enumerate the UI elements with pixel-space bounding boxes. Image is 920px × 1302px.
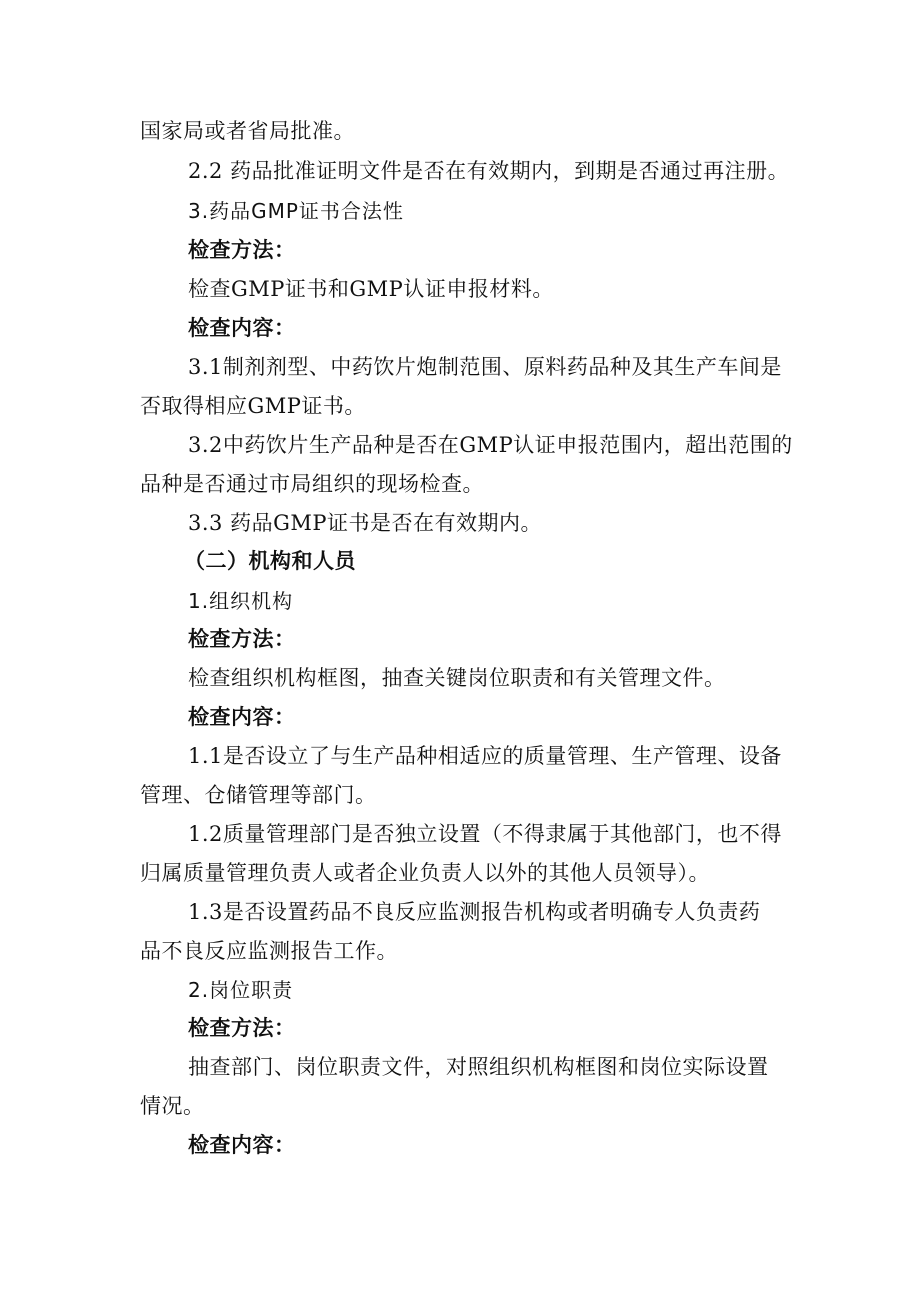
text-line: 3.1制剂剂型、中药饮片炮制范围、原料药品种及其生产车间是 (188, 355, 782, 379)
text-line: 3.2中药饮片生产品种是否在GMP认证申报范围内，超出范围的 (188, 433, 793, 457)
chapter-heading: （二）机构和人员 (184, 549, 356, 573)
subheading-method: 检查方法： (188, 238, 296, 262)
section-heading: 3.药品GMP证书合法性 (188, 199, 404, 223)
subheading-content: 检查内容： (188, 316, 296, 340)
text-line: 管理、仓储管理等部门。 (140, 783, 377, 807)
text-line: 品不良反应监测报告工作。 (140, 939, 398, 963)
subheading-method: 检查方法： (188, 1016, 296, 1040)
text-line: 抽查部门、岗位职责文件，对照组织机构框图和岗位实际设置 (188, 1055, 769, 1079)
text-line: 检查组织机构框图，抽查关键岗位职责和有关管理文件。 (188, 666, 726, 690)
text-line: 国家局或者省局批准。 (140, 119, 355, 143)
section-heading: 2.岗位职责 (188, 978, 294, 1002)
section-heading: 1.组织机构 (188, 589, 294, 613)
text-line: 归属质量管理负责人或者企业负责人以外的其他人员领导）。 (140, 861, 710, 885)
subheading-content: 检查内容： (188, 705, 296, 729)
subheading-method: 检查方法： (188, 627, 296, 651)
text-line: 1.2质量管理部门是否独立设置（不得隶属于其他部门，也不得 (188, 822, 782, 846)
text-line: 情况。 (140, 1094, 205, 1118)
text-line: 2.2 药品批准证明文件是否在有效期内，到期是否通过再注册。 (188, 159, 790, 183)
text-line: 1.3是否设置药品不良反应监测报告机构或者明确专人负责药 (188, 900, 761, 924)
text-line: 否取得相应GMP证书。 (140, 394, 366, 418)
text-line: 3.3 药品GMP证书是否在有效期内。 (188, 511, 542, 535)
text-line: 检查GMP证书和GMP认证申报材料。 (188, 277, 554, 301)
subheading-content: 检查内容： (188, 1133, 296, 1157)
text-line: 1.1是否设立了与生产品种相适应的质量管理、生产管理、设备 (188, 744, 782, 768)
text-line: 品种是否通过市局组织的现场检查。 (140, 472, 484, 496)
